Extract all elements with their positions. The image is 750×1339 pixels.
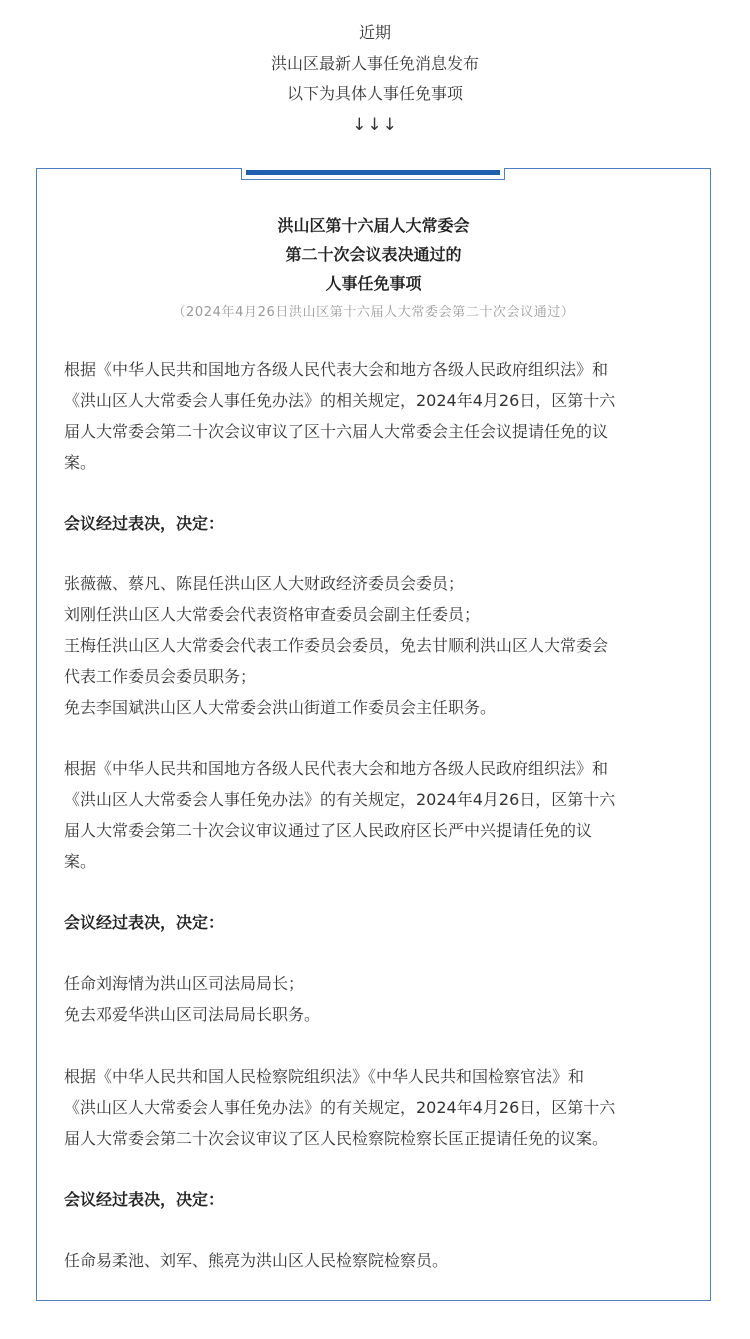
intro-line: 以下为具体人事任免事项 bbox=[286, 84, 463, 103]
text-line: 届人大常委会第二十次会议审议通过了区人民政府区长严中兴提请任免的议 bbox=[64, 821, 593, 840]
text-line: 《洪山区人大常委会人事任免办法》的有关规定，2024年4月26日，区第十六 bbox=[64, 790, 616, 809]
section-3-decision-label: 会议经过表决，决定： bbox=[64, 1190, 225, 1209]
section-1-decisions bbox=[64, 568, 608, 723]
frame-tab-decoration bbox=[241, 168, 505, 180]
list-item: 免去邓爱华洪山区司法局局长职务。 bbox=[64, 1005, 321, 1024]
text-line: 届人大常委会第二十次会议审议了区人民检察院检察长匡正提请任免的议案。 bbox=[64, 1129, 609, 1148]
text-line: 案。 bbox=[64, 852, 97, 871]
text-line: 届人大常委会第二十次会议审议了区十六届人大常委会主任会议提请任免的议 bbox=[64, 422, 609, 441]
list-item: 任命刘海情为洪山区司法局局长； bbox=[64, 974, 305, 993]
frame-tab-bar bbox=[246, 170, 500, 175]
intro-line: 洪山区最新人事任免消息发布 bbox=[270, 53, 479, 73]
text-line: 《洪山区人大常委会人事任免办法》的相关规定，2024年4月26日，区第十六 bbox=[64, 391, 616, 410]
list-item: 张薇薇、蔡凡、陈昆任洪山区人大财政经济委员会委员； bbox=[64, 574, 465, 593]
text-line: 案。 bbox=[64, 453, 97, 472]
page-subtitle: （2024年4月26日洪山区第十六届人大常委会第二十次会议通过） bbox=[172, 305, 575, 320]
text-line: 根据《中华人民共和国人民检察院组织法》《中华人民共和国检察官法》和 bbox=[64, 1067, 585, 1086]
down-arrows-icon: ↓↓↓ bbox=[352, 114, 398, 135]
text-line: 根据《中华人民共和国地方各级人民代表大会和地方各级人民政府组织法》和 bbox=[64, 360, 609, 379]
page-title-line2: 第二十次会议表决通过的 bbox=[285, 245, 462, 264]
section-1-decision-label: 会议经过表决，决定： bbox=[64, 514, 225, 533]
section-2-decision-label: 会议经过表决，决定： bbox=[64, 913, 225, 932]
text-line: 根据《中华人民共和国地方各级人民代表大会和地方各级人民政府组织法》和 bbox=[64, 759, 609, 778]
intro-block bbox=[0, 18, 750, 140]
section-3-decisions bbox=[64, 1245, 448, 1276]
section-3-basis bbox=[64, 1061, 615, 1154]
text-line: 《洪山区人大常委会人事任免办法》的有关规定，2024年4月26日，区第十六 bbox=[64, 1098, 616, 1117]
list-item: 王梅任洪山区人大常委会代表工作委员会委员，免去甘顺利洪山区人大常委会 bbox=[64, 636, 609, 655]
list-item: 代表工作委员会委员职务； bbox=[64, 667, 257, 686]
list-item: 刘刚任洪山区人大常委会代表资格审查委员会副主任委员； bbox=[64, 605, 481, 624]
section-2-basis bbox=[64, 753, 615, 877]
intro-line: 近期 bbox=[358, 23, 391, 42]
page-title-line1: 洪山区第十六届人大常委会 bbox=[277, 216, 470, 235]
list-item: 任命易柔池、刘军、熊亮为洪山区人民检察院检察员。 bbox=[64, 1251, 449, 1270]
section-2-decisions bbox=[64, 968, 320, 1030]
list-item: 免去李国斌洪山区人大常委会洪山街道工作委员会主任职务。 bbox=[64, 698, 497, 717]
section-1-basis bbox=[64, 354, 615, 478]
page-title-line3: 人事任免事项 bbox=[325, 274, 422, 293]
content-frame bbox=[36, 168, 711, 1301]
